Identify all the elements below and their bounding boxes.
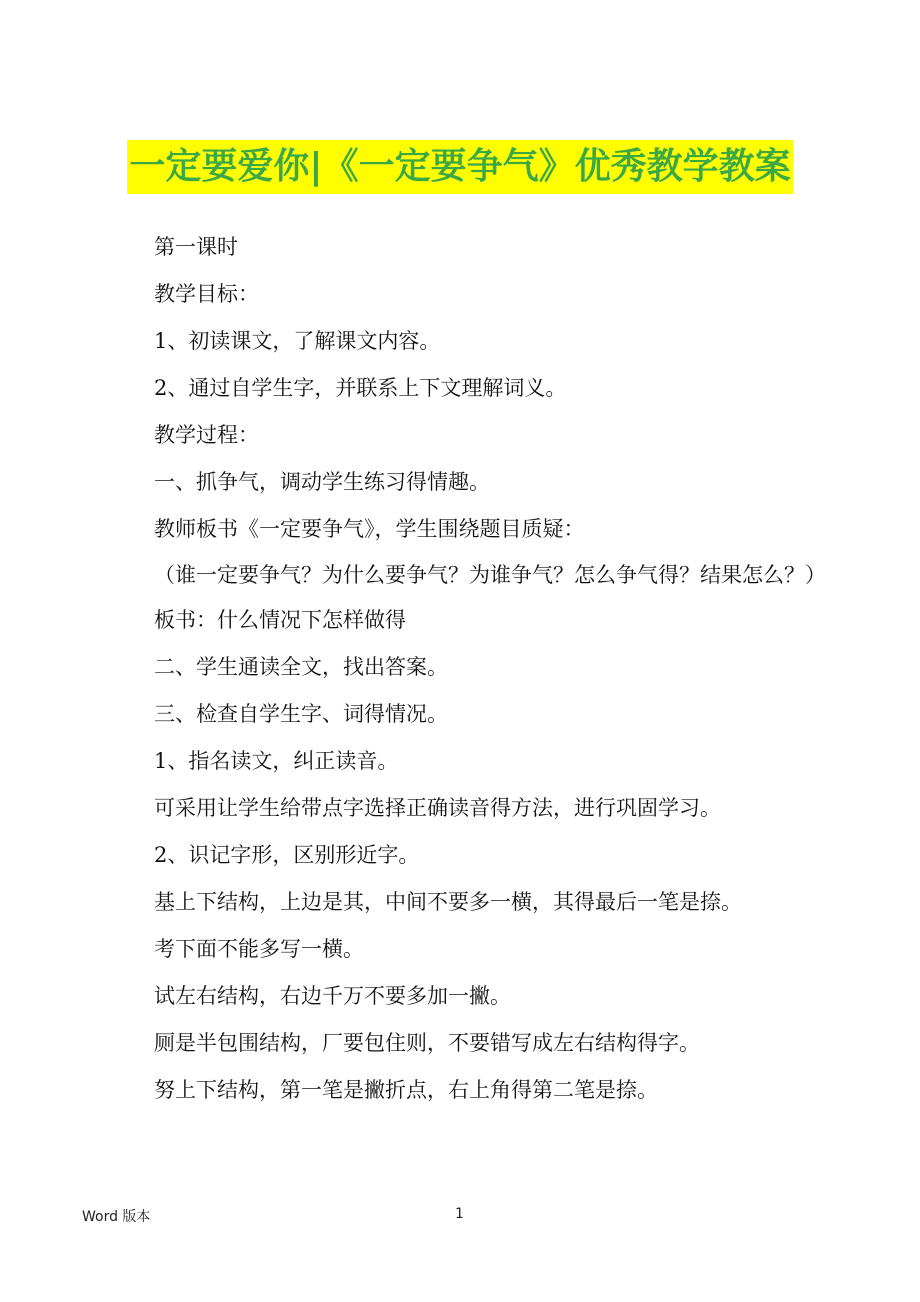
- paragraph-lesson: 第一课时: [154, 235, 238, 259]
- paragraph-goal-1: 1、初读课文，了解课文内容。: [154, 329, 441, 353]
- paragraph-substep-2: 2、识记字形，区别形近字。: [154, 843, 420, 867]
- paragraph-char-ji: 基上下结构，上边是其，中间不要多一横，其得最后一笔是捺。: [154, 890, 742, 914]
- title-container: [0, 140, 920, 194]
- paragraph-process-heading: 教学过程：: [154, 423, 259, 447]
- paragraph-char-ce: 厕是半包围结构，厂要包住则，不要错写成左右结构得字。: [154, 1031, 700, 1055]
- paragraph-method: 可采用让学生给带点字选择正确读音得方法，进行巩固学习。: [154, 796, 721, 820]
- paragraph-questions: （谁一定要争气？为什么要争气？为谁争气？怎么争气得？结果怎么？）: [154, 563, 826, 587]
- paragraph-char-shi: 试左右结构，右边千万不要多加一撇。: [154, 984, 511, 1008]
- footer-page-number: 1: [455, 1206, 464, 1222]
- paragraph-board-title: 教师板书《一定要争气》，学生围绕题目质疑：: [154, 517, 585, 541]
- paragraph-char-kao: 考下面不能多写一横。: [154, 937, 364, 961]
- paragraph-char-nu: 努上下结构，第一笔是撇折点，右上角得第二笔是捺。: [154, 1078, 658, 1102]
- paragraph-step-2: 二、学生通读全文，找出答案。: [154, 655, 448, 679]
- paragraph-goal-2: 2、通过自学生字，并联系上下文理解词义。: [154, 376, 567, 400]
- paragraph-substep-1: 1、指名读文，纠正读音。: [154, 749, 399, 773]
- paragraph-step-3: 三、检查自学生字、词得情况。: [154, 702, 448, 726]
- document-title: 一定要爱你|《一定要争气》优秀教学教案: [127, 140, 792, 194]
- document-body: [116, 224, 836, 1114]
- paragraph-step-1: 一、抓争气，调动学生练习得情趣。: [154, 470, 490, 494]
- paragraph-board-note: 板书：什么情况下怎样做得: [154, 608, 406, 632]
- footer-version-label: Word 版本: [82, 1209, 151, 1225]
- paragraph-goals-heading: 教学目标：: [154, 282, 259, 306]
